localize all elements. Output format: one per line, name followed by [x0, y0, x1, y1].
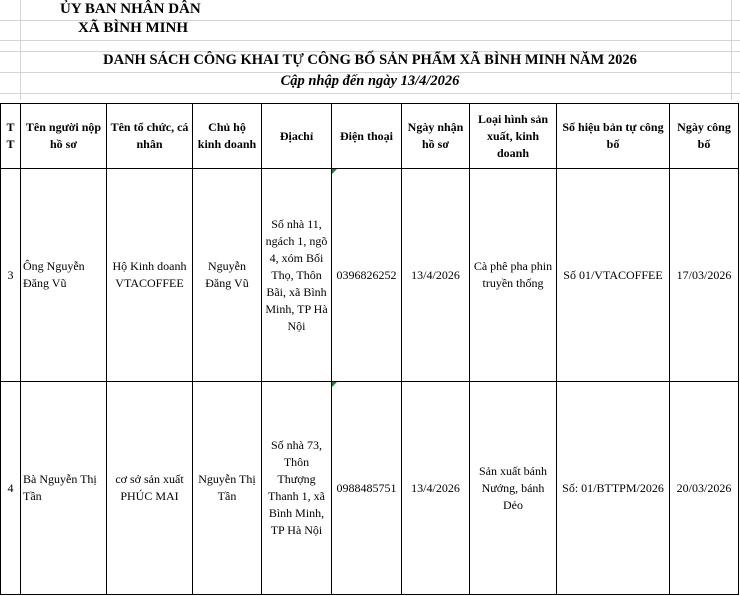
org-name-line1: ỦY BAN NHÂN DÂN	[60, 1, 201, 17]
cell-owner: Nguyễn Đăng Vũ	[193, 169, 262, 382]
cell-business-type: Cà phê pha phin truyền thống	[470, 169, 557, 382]
page-title: DANH SÁCH CÔNG KHAI TỰ CÔNG BỐ SẢN PHẨM XÃ BÌNH MINH NĂM 2026	[103, 52, 637, 68]
cell-address: Số nhà 11, ngách 1, ngõ 4, xóm Bối Thọ, Thôn Bãi, xã Bình Minh, TP Hà Nội	[262, 169, 332, 382]
cell-organization: Hộ Kinh doanh VTACOFFEE	[107, 169, 193, 382]
col-header-phone: Điện thoại	[332, 104, 402, 169]
cell-tt: 3	[1, 169, 21, 382]
cell-marker	[332, 169, 337, 174]
col-header-publish-date: Ngày công bố	[670, 104, 739, 169]
cell-doc-number: Số 01/VTACOFFEE	[557, 169, 670, 382]
cell-organization: cơ sở sản xuất PHÚC MAI	[107, 382, 193, 595]
cell-tt: 4	[1, 382, 21, 595]
col-header-organization: Tên tổ chức, cá nhân	[107, 104, 193, 169]
cell-publish-date: 20/03/2026	[670, 382, 739, 595]
product-table	[0, 103, 739, 595]
col-header-tt: T T	[1, 104, 21, 169]
col-header-owner: Chủ hộ kinh doanh	[193, 104, 262, 169]
col-header-address: Địachỉ	[262, 104, 332, 169]
cell-address: Số nhà 73, Thôn Thượng Thanh 1, xã Bình Minh, TP Hà Nội	[262, 382, 332, 595]
cell-phone: 0988485751	[332, 382, 402, 595]
cell-received-date: 13/4/2026	[402, 382, 470, 595]
cell-doc-number: Số: 01/BTTPM/2026	[557, 382, 670, 595]
table-row	[1, 169, 739, 382]
cell-phone: 0396826252	[332, 169, 402, 382]
cell-marker	[332, 382, 337, 387]
cell-publish-date: 17/03/2026	[670, 169, 739, 382]
sheet-gridline	[0, 40, 740, 41]
cell-applicant: Bà Nguyễn Thị Tần	[21, 382, 107, 595]
col-header-doc-number: Số hiệu bản tự công bố	[557, 104, 670, 169]
page-subtitle: Cập nhập đến ngày 13/4/2026	[280, 73, 460, 89]
org-name-line2: XÃ BÌNH MINH	[78, 20, 189, 36]
col-header-business-type: Loại hình sản xuất, kinh doanh	[470, 104, 557, 169]
cell-received-date: 13/4/2026	[402, 169, 470, 382]
cell-business-type: Sản xuất bánh Nướng, bánh Dẻo	[470, 382, 557, 595]
cell-applicant: Ông Nguyễn Đăng Vũ	[21, 169, 107, 382]
col-header-received-date: Ngày nhận hồ sơ	[402, 104, 470, 169]
col-header-applicant: Tên người nộp hồ sơ	[21, 104, 107, 169]
cell-owner: Nguyễn Thị Tần	[193, 382, 262, 595]
sheet-gridline	[0, 93, 740, 94]
table-row	[1, 382, 739, 595]
table-header-row	[1, 104, 739, 169]
